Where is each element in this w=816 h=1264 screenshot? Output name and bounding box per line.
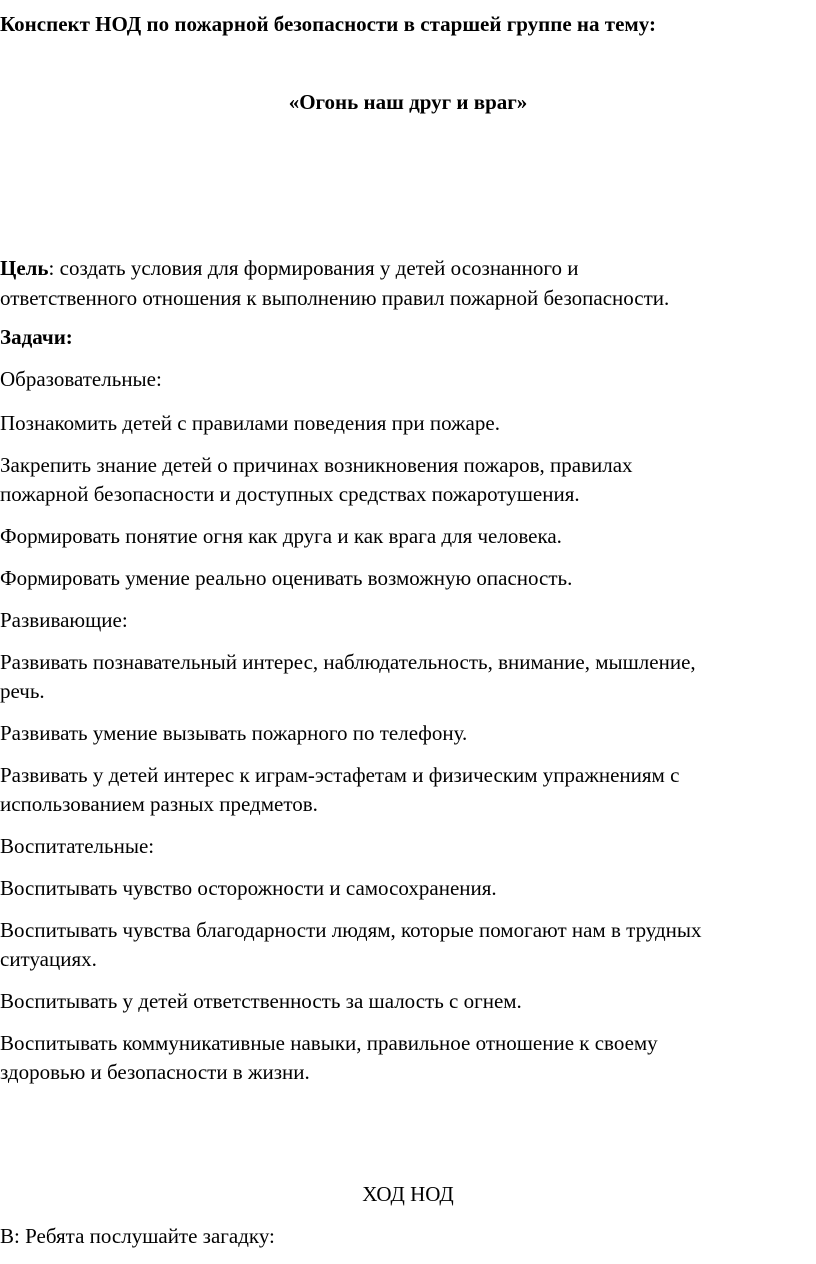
- educational-item-1: Познакомить детей с правилами поведения при пожаре.: [0, 411, 500, 435]
- upbringing-item-4-line-2: здоровью и безопасности в жизни.: [0, 1060, 310, 1084]
- developing-item-1-line-1: Развивать познавательный интерес, наблюдательность, внимание, мышление,: [0, 650, 696, 674]
- goal-label: Цель: [0, 256, 49, 280]
- educational-heading: Образовательные:: [0, 367, 162, 391]
- page-title: Конспект НОД по пожарной безопасности в старшей группе на тему:: [0, 12, 656, 36]
- upbringing-item-2-line-2: ситуациях.: [0, 947, 97, 971]
- dialogue-line-1: В: Ребята послушайте загадку:: [0, 1224, 275, 1248]
- upbringing-heading: Воспитательные:: [0, 834, 155, 858]
- tasks-label: Задачи:: [0, 325, 73, 349]
- developing-item-1-line-2: речь.: [0, 679, 45, 703]
- upbringing-item-4-line-1: Воспитывать коммуникативные навыки, правильное отношение к своему: [0, 1031, 658, 1055]
- educational-item-4: Формировать умение реально оценивать возможную опасность.: [0, 566, 573, 590]
- page-subtitle: «Огонь наш друг и враг»: [288, 90, 528, 114]
- developing-item-3-line-2: использованием разных предметов.: [0, 792, 318, 816]
- upbringing-item-2-line-1: Воспитывать чувства благодарности людям, которые помогают нам в трудных: [0, 918, 702, 942]
- course-heading: ХОД НОД: [362, 1182, 454, 1206]
- upbringing-item-3: Воспитывать у детей ответственность за шалость с огнем.: [0, 989, 522, 1013]
- educational-item-2-line-2: пожарной безопасности и доступных средствах пожаротушения.: [0, 482, 580, 506]
- developing-heading: Развивающие:: [0, 608, 128, 632]
- developing-item-3-line-1: Развивать у детей интерес к играм-эстафетам и физическим упражнениям с: [0, 763, 680, 787]
- upbringing-item-1: Воспитывать чувство осторожности и самосохранения.: [0, 876, 497, 900]
- goal-text-1: : создать условия для формирования у детей осознанного и: [48, 256, 579, 280]
- developing-item-2: Развивать умение вызывать пожарного по телефону.: [0, 721, 468, 745]
- goal-line-2: ответственного отношения к выполнению правил пожарной безопасности.: [0, 286, 670, 310]
- educational-item-3: Формировать понятие огня как друга и как врага для человека.: [0, 524, 562, 548]
- goal-line-1: [0, 253, 816, 284]
- tasks-heading: [0, 322, 816, 353]
- educational-item-2-line-1: Закрепить знание детей о причинах возникновения пожаров, правилах: [0, 453, 633, 477]
